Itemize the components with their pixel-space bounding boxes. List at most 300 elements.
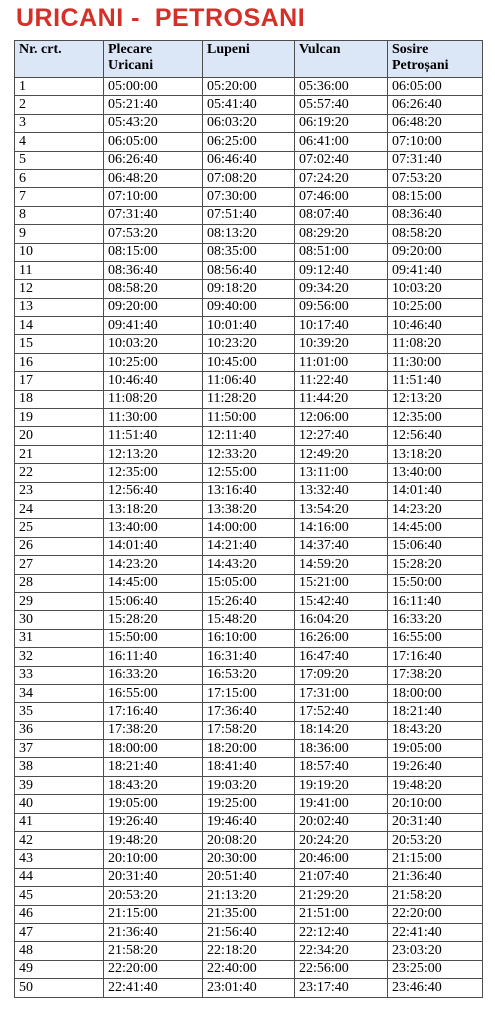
cell-lupeni: 21:35:00	[203, 905, 295, 923]
cell-nr: 20	[15, 427, 104, 445]
cell-nr: 36	[15, 721, 104, 739]
table-row	[15, 648, 483, 666]
table-row	[15, 519, 483, 537]
cell-vulcan: 05:57:40	[295, 96, 388, 114]
cell-lupeni: 08:35:00	[203, 243, 295, 261]
table-row	[15, 372, 483, 390]
column-header-plecare-uricani: Plecare Uricani	[104, 41, 203, 78]
table-row	[15, 868, 483, 886]
cell-vulcan: 09:56:00	[295, 298, 388, 316]
cell-lupeni: 21:56:40	[203, 923, 295, 941]
cell-nr: 44	[15, 868, 104, 886]
cell-nr: 1	[15, 78, 104, 96]
table-header-row	[15, 41, 483, 78]
cell-nr: 5	[15, 151, 104, 169]
cell-plecare-uricani: 22:20:00	[104, 960, 203, 978]
cell-nr: 30	[15, 611, 104, 629]
cell-vulcan: 08:07:40	[295, 206, 388, 224]
cell-sosire-petrosani: 18:43:20	[388, 721, 483, 739]
cell-lupeni: 19:25:00	[203, 795, 295, 813]
cell-lupeni: 20:08:20	[203, 832, 295, 850]
cell-nr: 10	[15, 243, 104, 261]
cell-plecare-uricani: 20:53:20	[104, 887, 203, 905]
table-row	[15, 225, 483, 243]
table-row	[15, 776, 483, 794]
table-row	[15, 188, 483, 206]
cell-vulcan: 13:11:00	[295, 464, 388, 482]
cell-nr: 33	[15, 666, 104, 684]
cell-nr: 25	[15, 519, 104, 537]
cell-sosire-petrosani: 21:15:00	[388, 850, 483, 868]
column-header-vulcan: Vulcan	[295, 41, 388, 78]
cell-plecare-uricani: 14:23:20	[104, 556, 203, 574]
cell-nr: 31	[15, 629, 104, 647]
cell-sosire-petrosani: 22:20:00	[388, 905, 483, 923]
table-row	[15, 942, 483, 960]
cell-nr: 4	[15, 133, 104, 151]
table-row	[15, 574, 483, 592]
table-row	[15, 280, 483, 298]
cell-sosire-petrosani: 07:31:40	[388, 151, 483, 169]
cell-lupeni: 11:06:40	[203, 372, 295, 390]
column-header-sosire-petrosani: Sosire Petroșani	[388, 41, 483, 78]
cell-nr: 3	[15, 114, 104, 132]
cell-lupeni: 17:36:40	[203, 703, 295, 721]
cell-sosire-petrosani: 06:05:00	[388, 78, 483, 96]
table-row	[15, 923, 483, 941]
cell-nr: 21	[15, 445, 104, 463]
cell-vulcan: 19:19:20	[295, 776, 388, 794]
cell-nr: 11	[15, 261, 104, 279]
cell-vulcan: 12:06:00	[295, 409, 388, 427]
cell-plecare-uricani: 08:36:40	[104, 261, 203, 279]
cell-nr: 49	[15, 960, 104, 978]
cell-lupeni: 19:46:40	[203, 813, 295, 831]
cell-plecare-uricani: 21:15:00	[104, 905, 203, 923]
cell-lupeni: 22:18:20	[203, 942, 295, 960]
cell-sosire-petrosani: 07:53:20	[388, 169, 483, 187]
cell-vulcan: 17:31:00	[295, 684, 388, 702]
cell-lupeni: 13:38:20	[203, 500, 295, 518]
cell-plecare-uricani: 16:55:00	[104, 684, 203, 702]
cell-nr: 35	[15, 703, 104, 721]
cell-nr: 27	[15, 556, 104, 574]
cell-sosire-petrosani: 16:55:00	[388, 629, 483, 647]
cell-plecare-uricani: 09:20:00	[104, 298, 203, 316]
cell-nr: 41	[15, 813, 104, 831]
cell-lupeni: 12:11:40	[203, 427, 295, 445]
cell-vulcan: 07:24:20	[295, 169, 388, 187]
cell-plecare-uricani: 17:38:20	[104, 721, 203, 739]
cell-sosire-petrosani: 21:36:40	[388, 868, 483, 886]
table-row	[15, 758, 483, 776]
table-row	[15, 887, 483, 905]
cell-lupeni: 12:33:20	[203, 445, 295, 463]
cell-nr: 6	[15, 169, 104, 187]
cell-lupeni: 14:43:20	[203, 556, 295, 574]
table-row	[15, 114, 483, 132]
cell-lupeni: 18:41:40	[203, 758, 295, 776]
table-row	[15, 261, 483, 279]
page-title: URICANI - PETROSANI	[16, 4, 306, 32]
table-row	[15, 740, 483, 758]
cell-sosire-petrosani: 20:10:00	[388, 795, 483, 813]
cell-vulcan: 15:21:00	[295, 574, 388, 592]
cell-plecare-uricani: 07:31:40	[104, 206, 203, 224]
cell-plecare-uricani: 22:41:40	[104, 979, 203, 997]
table-row	[15, 611, 483, 629]
cell-sosire-petrosani: 08:15:00	[388, 188, 483, 206]
cell-plecare-uricani: 05:00:00	[104, 78, 203, 96]
cell-sosire-petrosani: 11:30:00	[388, 353, 483, 371]
cell-nr: 38	[15, 758, 104, 776]
cell-lupeni: 14:00:00	[203, 519, 295, 537]
cell-vulcan: 11:22:40	[295, 372, 388, 390]
cell-lupeni: 10:01:40	[203, 317, 295, 335]
cell-nr: 48	[15, 942, 104, 960]
bus-timetable	[14, 40, 483, 998]
cell-sosire-petrosani: 15:28:20	[388, 556, 483, 574]
table-row	[15, 629, 483, 647]
cell-lupeni: 12:55:00	[203, 464, 295, 482]
table-row	[15, 832, 483, 850]
cell-vulcan: 06:19:20	[295, 114, 388, 132]
cell-plecare-uricani: 06:05:00	[104, 133, 203, 151]
cell-vulcan: 13:32:40	[295, 482, 388, 500]
table-row	[15, 243, 483, 261]
table-row	[15, 666, 483, 684]
cell-nr: 7	[15, 188, 104, 206]
cell-nr: 13	[15, 298, 104, 316]
cell-sosire-petrosani: 08:58:20	[388, 225, 483, 243]
cell-vulcan: 16:04:20	[295, 611, 388, 629]
cell-plecare-uricani: 06:26:40	[104, 151, 203, 169]
cell-lupeni: 13:16:40	[203, 482, 295, 500]
cell-vulcan: 21:07:40	[295, 868, 388, 886]
table-row	[15, 795, 483, 813]
table-row	[15, 390, 483, 408]
cell-vulcan: 17:09:20	[295, 666, 388, 684]
cell-vulcan: 18:14:20	[295, 721, 388, 739]
cell-sosire-petrosani: 20:31:40	[388, 813, 483, 831]
cell-plecare-uricani: 19:48:20	[104, 832, 203, 850]
cell-lupeni: 14:21:40	[203, 537, 295, 555]
table-body	[15, 78, 483, 998]
cell-vulcan: 17:52:40	[295, 703, 388, 721]
cell-vulcan: 09:12:40	[295, 261, 388, 279]
cell-lupeni: 15:26:40	[203, 592, 295, 610]
cell-plecare-uricani: 11:51:40	[104, 427, 203, 445]
table-row	[15, 317, 483, 335]
cell-nr: 47	[15, 923, 104, 941]
cell-lupeni: 18:20:00	[203, 740, 295, 758]
cell-sosire-petrosani: 16:33:20	[388, 611, 483, 629]
cell-lupeni: 05:20:00	[203, 78, 295, 96]
cell-sosire-petrosani: 13:18:20	[388, 445, 483, 463]
cell-lupeni: 11:28:20	[203, 390, 295, 408]
cell-vulcan: 21:51:00	[295, 905, 388, 923]
cell-sosire-petrosani: 19:48:20	[388, 776, 483, 794]
table-row	[15, 905, 483, 923]
cell-sosire-petrosani: 23:25:00	[388, 960, 483, 978]
cell-lupeni: 08:56:40	[203, 261, 295, 279]
cell-vulcan: 23:17:40	[295, 979, 388, 997]
table-row	[15, 482, 483, 500]
cell-plecare-uricani: 09:41:40	[104, 317, 203, 335]
cell-sosire-petrosani: 18:00:00	[388, 684, 483, 702]
cell-nr: 12	[15, 280, 104, 298]
cell-nr: 15	[15, 335, 104, 353]
cell-sosire-petrosani: 10:46:40	[388, 317, 483, 335]
cell-sosire-petrosani: 10:25:00	[388, 298, 483, 316]
cell-sosire-petrosani: 11:08:20	[388, 335, 483, 353]
cell-lupeni: 05:41:40	[203, 96, 295, 114]
table-row	[15, 445, 483, 463]
cell-plecare-uricani: 12:56:40	[104, 482, 203, 500]
cell-lupeni: 22:40:00	[203, 960, 295, 978]
cell-sosire-petrosani: 12:56:40	[388, 427, 483, 445]
cell-plecare-uricani: 18:21:40	[104, 758, 203, 776]
cell-plecare-uricani: 19:05:00	[104, 795, 203, 813]
table-row	[15, 703, 483, 721]
cell-lupeni: 07:08:20	[203, 169, 295, 187]
cell-nr: 26	[15, 537, 104, 555]
table-row	[15, 206, 483, 224]
cell-vulcan: 16:47:40	[295, 648, 388, 666]
cell-sosire-petrosani: 14:01:40	[388, 482, 483, 500]
cell-sosire-petrosani: 19:05:00	[388, 740, 483, 758]
cell-plecare-uricani: 11:30:00	[104, 409, 203, 427]
cell-plecare-uricani: 20:10:00	[104, 850, 203, 868]
cell-vulcan: 08:29:20	[295, 225, 388, 243]
cell-plecare-uricani: 21:36:40	[104, 923, 203, 941]
cell-vulcan: 11:01:00	[295, 353, 388, 371]
cell-vulcan: 12:49:20	[295, 445, 388, 463]
cell-lupeni: 06:03:20	[203, 114, 295, 132]
cell-nr: 28	[15, 574, 104, 592]
cell-vulcan: 14:37:40	[295, 537, 388, 555]
cell-vulcan: 19:41:00	[295, 795, 388, 813]
cell-plecare-uricani: 13:40:00	[104, 519, 203, 537]
cell-sosire-petrosani: 14:45:00	[388, 519, 483, 537]
cell-sosire-petrosani: 06:48:20	[388, 114, 483, 132]
cell-sosire-petrosani: 20:53:20	[388, 832, 483, 850]
cell-vulcan: 22:12:40	[295, 923, 388, 941]
table-row	[15, 979, 483, 997]
cell-plecare-uricani: 16:11:40	[104, 648, 203, 666]
cell-sosire-petrosani: 07:10:00	[388, 133, 483, 151]
cell-lupeni: 19:03:20	[203, 776, 295, 794]
cell-nr: 43	[15, 850, 104, 868]
cell-plecare-uricani: 10:03:20	[104, 335, 203, 353]
cell-nr: 37	[15, 740, 104, 758]
table-row	[15, 960, 483, 978]
cell-vulcan: 13:54:20	[295, 500, 388, 518]
cell-plecare-uricani: 21:58:20	[104, 942, 203, 960]
table-row	[15, 353, 483, 371]
cell-plecare-uricani: 14:01:40	[104, 537, 203, 555]
cell-vulcan: 22:34:20	[295, 942, 388, 960]
cell-lupeni: 11:50:00	[203, 409, 295, 427]
cell-plecare-uricani: 19:26:40	[104, 813, 203, 831]
cell-nr: 18	[15, 390, 104, 408]
cell-plecare-uricani: 18:00:00	[104, 740, 203, 758]
cell-vulcan: 20:46:00	[295, 850, 388, 868]
table-row	[15, 96, 483, 114]
cell-lupeni: 09:18:20	[203, 280, 295, 298]
cell-sosire-petrosani: 09:20:00	[388, 243, 483, 261]
cell-plecare-uricani: 12:35:00	[104, 464, 203, 482]
table-row	[15, 409, 483, 427]
table-row	[15, 464, 483, 482]
cell-lupeni: 23:01:40	[203, 979, 295, 997]
table-row	[15, 684, 483, 702]
cell-sosire-petrosani: 06:26:40	[388, 96, 483, 114]
cell-nr: 23	[15, 482, 104, 500]
cell-sosire-petrosani: 11:51:40	[388, 372, 483, 390]
cell-vulcan: 18:36:00	[295, 740, 388, 758]
cell-plecare-uricani: 15:06:40	[104, 592, 203, 610]
cell-nr: 46	[15, 905, 104, 923]
column-header-nr: Nr. crt.	[15, 41, 104, 78]
cell-vulcan: 16:26:00	[295, 629, 388, 647]
cell-vulcan: 11:44:20	[295, 390, 388, 408]
cell-sosire-petrosani: 14:23:20	[388, 500, 483, 518]
cell-plecare-uricani: 05:43:20	[104, 114, 203, 132]
table-row	[15, 592, 483, 610]
cell-vulcan: 07:46:00	[295, 188, 388, 206]
table-row	[15, 537, 483, 555]
cell-plecare-uricani: 13:18:20	[104, 500, 203, 518]
cell-sosire-petrosani: 16:11:40	[388, 592, 483, 610]
cell-plecare-uricani: 08:58:20	[104, 280, 203, 298]
cell-sosire-petrosani: 09:41:40	[388, 261, 483, 279]
cell-nr: 2	[15, 96, 104, 114]
cell-nr: 39	[15, 776, 104, 794]
cell-nr: 14	[15, 317, 104, 335]
cell-nr: 40	[15, 795, 104, 813]
table-row	[15, 556, 483, 574]
cell-sosire-petrosani: 23:03:20	[388, 942, 483, 960]
cell-plecare-uricani: 20:31:40	[104, 868, 203, 886]
cell-plecare-uricani: 14:45:00	[104, 574, 203, 592]
cell-nr: 42	[15, 832, 104, 850]
cell-vulcan: 14:16:00	[295, 519, 388, 537]
cell-sosire-petrosani: 12:13:20	[388, 390, 483, 408]
table-row	[15, 500, 483, 518]
cell-sosire-petrosani: 15:50:00	[388, 574, 483, 592]
cell-sosire-petrosani: 23:46:40	[388, 979, 483, 997]
cell-plecare-uricani: 12:13:20	[104, 445, 203, 463]
cell-sosire-petrosani: 21:58:20	[388, 887, 483, 905]
cell-lupeni: 06:46:40	[203, 151, 295, 169]
cell-nr: 50	[15, 979, 104, 997]
cell-lupeni: 10:23:20	[203, 335, 295, 353]
cell-vulcan: 21:29:20	[295, 887, 388, 905]
table-row	[15, 298, 483, 316]
cell-vulcan: 06:41:00	[295, 133, 388, 151]
cell-sosire-petrosani: 17:38:20	[388, 666, 483, 684]
cell-nr: 32	[15, 648, 104, 666]
table-row	[15, 133, 483, 151]
cell-vulcan: 14:59:20	[295, 556, 388, 574]
table-row	[15, 151, 483, 169]
cell-vulcan: 05:36:00	[295, 78, 388, 96]
cell-vulcan: 22:56:00	[295, 960, 388, 978]
cell-lupeni: 16:53:20	[203, 666, 295, 684]
cell-nr: 34	[15, 684, 104, 702]
cell-nr: 45	[15, 887, 104, 905]
cell-sosire-petrosani: 10:03:20	[388, 280, 483, 298]
cell-plecare-uricani: 08:15:00	[104, 243, 203, 261]
table-row	[15, 335, 483, 353]
cell-sosire-petrosani: 13:40:00	[388, 464, 483, 482]
cell-nr: 16	[15, 353, 104, 371]
cell-plecare-uricani: 06:48:20	[104, 169, 203, 187]
cell-plecare-uricani: 11:08:20	[104, 390, 203, 408]
cell-nr: 9	[15, 225, 104, 243]
cell-sosire-petrosani: 22:41:40	[388, 923, 483, 941]
cell-plecare-uricani: 17:16:40	[104, 703, 203, 721]
cell-sosire-petrosani: 19:26:40	[388, 758, 483, 776]
cell-vulcan: 08:51:00	[295, 243, 388, 261]
table-row	[15, 169, 483, 187]
cell-lupeni: 16:31:40	[203, 648, 295, 666]
table-row	[15, 850, 483, 868]
cell-lupeni: 16:10:00	[203, 629, 295, 647]
cell-plecare-uricani: 05:21:40	[104, 96, 203, 114]
cell-plecare-uricani: 10:46:40	[104, 372, 203, 390]
cell-lupeni: 09:40:00	[203, 298, 295, 316]
cell-vulcan: 09:34:20	[295, 280, 388, 298]
cell-lupeni: 20:30:00	[203, 850, 295, 868]
table-row	[15, 427, 483, 445]
cell-lupeni: 17:58:20	[203, 721, 295, 739]
cell-plecare-uricani: 07:10:00	[104, 188, 203, 206]
table-row	[15, 78, 483, 96]
cell-vulcan: 10:17:40	[295, 317, 388, 335]
cell-vulcan: 20:24:20	[295, 832, 388, 850]
cell-sosire-petrosani: 15:06:40	[388, 537, 483, 555]
cell-lupeni: 21:13:20	[203, 887, 295, 905]
cell-sosire-petrosani: 12:35:00	[388, 409, 483, 427]
column-header-lupeni: Lupeni	[203, 41, 295, 78]
cell-plecare-uricani: 15:50:00	[104, 629, 203, 647]
cell-lupeni: 07:30:00	[203, 188, 295, 206]
cell-lupeni: 08:13:20	[203, 225, 295, 243]
cell-nr: 29	[15, 592, 104, 610]
cell-vulcan: 07:02:40	[295, 151, 388, 169]
cell-vulcan: 12:27:40	[295, 427, 388, 445]
cell-lupeni: 06:25:00	[203, 133, 295, 151]
cell-nr: 24	[15, 500, 104, 518]
cell-lupeni: 10:45:00	[203, 353, 295, 371]
cell-sosire-petrosani: 18:21:40	[388, 703, 483, 721]
cell-plecare-uricani: 18:43:20	[104, 776, 203, 794]
cell-nr: 19	[15, 409, 104, 427]
cell-nr: 22	[15, 464, 104, 482]
cell-plecare-uricani: 16:33:20	[104, 666, 203, 684]
cell-vulcan: 10:39:20	[295, 335, 388, 353]
cell-lupeni: 15:05:00	[203, 574, 295, 592]
cell-sosire-petrosani: 17:16:40	[388, 648, 483, 666]
cell-lupeni: 17:15:00	[203, 684, 295, 702]
table-row	[15, 813, 483, 831]
cell-sosire-petrosani: 08:36:40	[388, 206, 483, 224]
cell-nr: 17	[15, 372, 104, 390]
cell-nr: 8	[15, 206, 104, 224]
cell-lupeni: 20:51:40	[203, 868, 295, 886]
